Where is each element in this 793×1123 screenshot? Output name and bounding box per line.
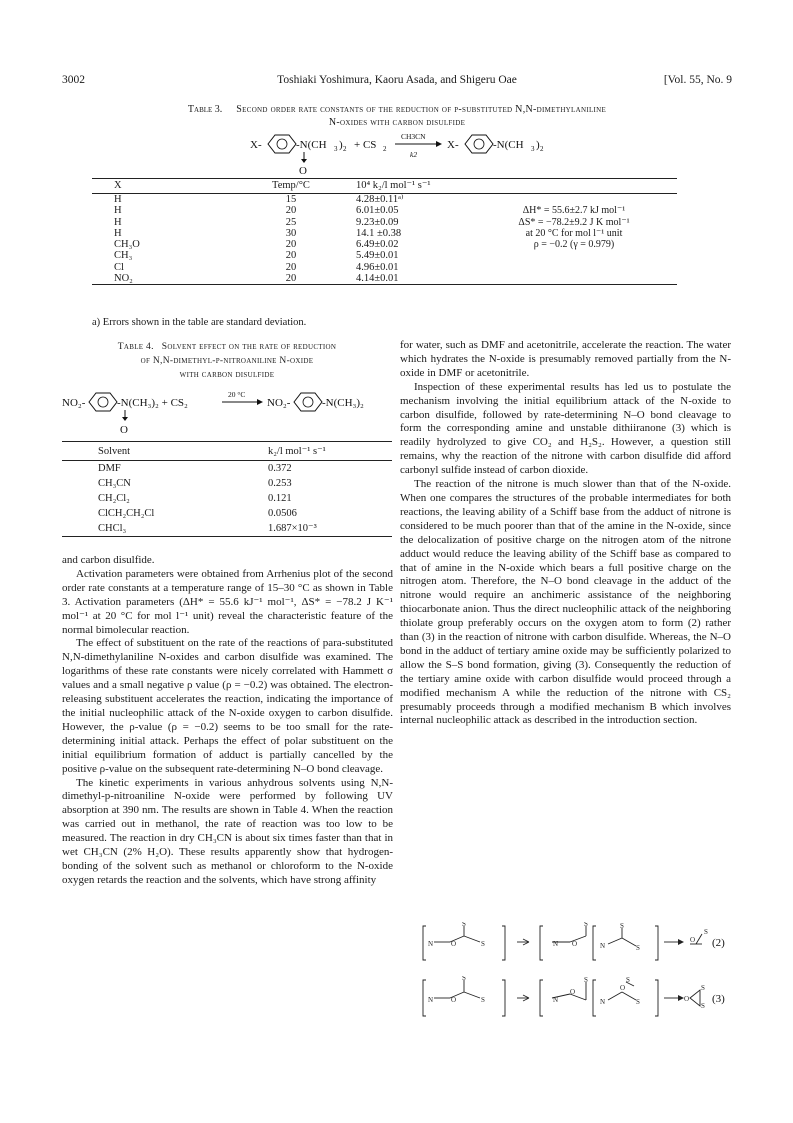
svg-text:S: S (584, 976, 588, 984)
table-row: CH₃CN 0.253 (98, 478, 292, 489)
author-line: Toshiaki Yoshimura, Kaoru Asada, and Shigeru Oae (277, 74, 517, 86)
page-number: 3002 (62, 74, 85, 86)
table3-footnote: a) Errors shown in the table are standard deviation. (92, 317, 307, 328)
scheme-solvent: CH3CN (401, 132, 426, 141)
svg-text:): ) (339, 139, 343, 151)
table-row: H 30 14.1 ±0.38 at 20 °C for mol l⁻¹ unit (114, 227, 623, 239)
svg-text:S: S (462, 976, 466, 982)
benzene-ring-icon (465, 135, 493, 153)
left-column-text (62, 554, 393, 888)
right-column-text (400, 339, 731, 728)
table4-caption: Table 4. Solvent effect on the rate of reduction of N,N-dimethyl-p-nitroaniline N-oxide with carbon disulfide (117, 342, 337, 380)
svg-text:S: S (701, 984, 705, 992)
table4-label: Table 4. (117, 342, 154, 352)
table3-col-temp: Temp/°C (226, 179, 356, 194)
svg-text:-N(CH₃)₂ + CS₂: -N(CH₃)₂ + CS₂ (117, 397, 188, 409)
table3-header-row (92, 179, 677, 194)
svg-text:S: S (701, 1002, 705, 1010)
table-row: H 25 9.23±0.09 ΔS* = −78.2±9.2 J K mol⁻¹ (114, 216, 630, 228)
svg-text:O: O (690, 936, 696, 944)
equation-number: (3) (712, 993, 725, 1005)
svg-text:O: O (684, 995, 690, 1003)
table-row: CHCl₃ 1.687×10⁻³ (62, 521, 392, 537)
svg-text:S: S (462, 922, 466, 928)
table4 (62, 441, 392, 537)
table-row: H 15 4.28±0.11ᵃ⁾ (114, 194, 404, 205)
benzene-ring-icon (294, 393, 322, 411)
svg-text:O: O (451, 940, 457, 948)
svg-text:O: O (572, 940, 578, 948)
aromatic-circle-icon (277, 139, 287, 149)
table-row: H 20 6.01±0.05 ΔH* = 55.6±2.7 kJ mol⁻¹ (114, 205, 626, 217)
table-row: ClCH₂CH₂Cl 0.0506 (98, 508, 297, 519)
paragraph: The effect of substituent on the rate of the reactions of para-substituted N,N-dimethylaniline N-oxides and carbon disulfide was examined. The logarithms of these rate constants were nicely correlated with Hammett σ values and a small negative ρ value (ρ = −0.2) was obtained. The electron-releasing substituent accelerates the reaction, indicating the importance of the initial nucleophilic attack of the N-oxide oxygen to carbon disulfide. However, the ρ-value (ρ = −0.2) seems to be too small for the rate-determining initial attack. Perhaps the effect of polar substituent on the initial equilibrium formation of adduct is partially cancelled by the positive ρ-value on the subsequent rate-determining N–O bond cleavage. (62, 637, 393, 775)
svg-text:20 °C: 20 °C (228, 390, 246, 399)
scheme-oxide: O (299, 165, 307, 176)
svg-text:): ) (536, 139, 540, 151)
table4-reaction-scheme (62, 388, 392, 436)
volume-info: [Vol. 55, No. 9 (663, 74, 732, 86)
svg-text:3: 3 (334, 145, 338, 153)
table3-label: Table 3. (187, 104, 223, 115)
benzene-ring-icon (268, 135, 296, 153)
svg-text:3: 3 (531, 145, 535, 153)
benzene-ring-icon (89, 393, 117, 411)
svg-text:NO₂-: NO₂- (62, 397, 86, 409)
paragraph: for water, such as DMF and acetonitrile, accelerate the reaction. The water which hydrates the N-oxide is presumably removed partially from the N-oxide in DMF or acetonitrile. (400, 339, 731, 379)
svg-text:N: N (553, 996, 559, 1004)
table4-header-row: Solvent k₂/l mol⁻¹ s⁻¹ (62, 442, 392, 461)
equation-number: (2) (712, 937, 725, 949)
table3-title-1: Second order rate constants of the reduction of p-substituted N,N-dimethylaniline (236, 104, 607, 115)
paragraph: Inspection of these experimental results has led us to postulate the mechanism involving the initial equilibrium attack of the N-oxide to carbon disulfide, followed by rate-determining N–O bond cleavage to form the corresponding amine and unstable dithiiranone (3) which is readily hydrolyzed to give CO₂ and H₂S₂. However, a question still remains, why the reaction of the nitrone with carbon disulfide did afford carbonyl sulfide instead of carbon dioxide. (400, 380, 731, 477)
table-row: CH₂Cl₂ 0.121 (98, 493, 292, 504)
svg-text:2: 2 (540, 145, 544, 153)
svg-text:2: 2 (383, 145, 387, 153)
table-row: Cl 20 4.96±0.01 (114, 261, 399, 273)
paragraph: The reaction of the nitrone is much slower than that of the N-oxide. When one compares the structures of the probable intermediates for both reactions, the leaving ability of a Schiff base from the adduct of nitrone is considered to be much poorer than that of the amine in the N-oxide, since the delocalization of positive charge on the nitrogen atom of the nitrone adduct would reduce the leaving ability of the Schiff base as compared to that of amine in the N-oxide which bears a full positive charge on the nitrogen atom. Therefore, the N–O bond cleavage in the adduct of the nitrone would require an anchimeric assistance of the neighboring thiocarbonate anion. Thus the direct nucleophilic attack of the neighboring thiolate group preferably occurs on the oxygen atom to form (2) rather than (3) in the reaction of nitrone with carbon disulfide. Whereas, the N–O bond in the adduct of tertiary amine oxide may be sufficiently polarized to allow the S–S bond formation, giving (3). Consequently the reduction of the tertiary amine oxide with carbon disulfide would proceed through a modified mechanism A while the reduction of the nitrone with CS₂ presumably proceeds through a modified mechanism B which involves internal nucleophilic attack as described in the introduction section. (400, 478, 731, 727)
scheme-x-left: X- (250, 139, 262, 151)
table3 (92, 178, 677, 285)
svg-text:X-: X- (447, 139, 459, 151)
svg-text:2: 2 (343, 145, 347, 153)
paragraph: Activation parameters were obtained from Arrhenius plot of the second order rate constants at a temperature range of 15–30 °C as shown in Table 3. Activation parameters (ΔH* = 55.6 kJ⁻¹ mol⁻¹, ΔS* = −78.2 J K⁻¹ mol⁻¹ at 20 °C for mol l⁻¹ unit) reveal the characteristic feature of the normal bimolecular reaction. (62, 567, 393, 636)
svg-text:N: N (553, 940, 559, 948)
svg-text:S: S (481, 940, 485, 948)
paragraph: The kinetic experiments in various anhydrous solvents using N,N-dimethyl-p-nitroaniline N-oxide were performed by following UV absorption at 390 nm. The results are shown in Table 4. When the reaction was carried out in methanol, the rate of reaction was too low to be measured. The reaction in dry CH₃CN is about six times faster than that in wet CH₃CN (2% H₂O). These results apparently show that hydrogen-bonding of the solvent such as methanol or chloroform to the N-oxide oxygen retards the reaction and the solvents, which have strong affinity (62, 776, 393, 886)
svg-text:NO₂-: NO₂- (267, 397, 291, 409)
svg-text:S: S (620, 922, 624, 930)
equation-3-structure (420, 976, 730, 1020)
table3-caption (62, 103, 732, 129)
paragraph: and carbon disulfide. (62, 554, 155, 566)
svg-text:O: O (120, 424, 128, 436)
svg-text:-N(CH: -N(CH (493, 139, 524, 151)
table-row: CH₃ 20 5.49±0.01 (114, 250, 399, 262)
svg-text:S: S (584, 922, 588, 928)
svg-text:S: S (481, 996, 485, 1004)
svg-text:-N(CH₃)₂: -N(CH₃)₂ (322, 397, 364, 409)
svg-text:N: N (600, 942, 606, 950)
scheme-cs2: + CS (354, 139, 377, 151)
table3-title-2: N-oxides with carbon disulfide (328, 117, 466, 128)
svg-text:S: S (704, 928, 708, 936)
svg-text:O: O (620, 984, 626, 992)
svg-text:O: O (451, 996, 457, 1004)
scheme-rate-k2: k2 (410, 150, 418, 159)
svg-text:N: N (428, 996, 434, 1004)
table3-col-k: 10⁴ k₂/l mol⁻¹ s⁻¹ (356, 179, 471, 194)
table-row: DMF 0.372 (98, 463, 292, 474)
table3-reaction-scheme (250, 130, 600, 176)
scheme-reactant-amine: -N(CH (296, 139, 327, 151)
table-row: NO₂ 20 4.14±0.01 (92, 273, 677, 285)
table-row: CH₃O 20 6.49±0.02 ρ = −0.2 (γ = 0.979) (114, 239, 615, 251)
svg-text:S: S (636, 944, 640, 952)
svg-text:N: N (600, 998, 606, 1006)
svg-text:N: N (428, 940, 434, 948)
svg-text:S: S (626, 976, 630, 984)
svg-text:O: O (570, 988, 576, 996)
equation-2-structure (420, 922, 730, 964)
table3-col-x: X (92, 179, 226, 194)
svg-text:S: S (636, 998, 640, 1006)
